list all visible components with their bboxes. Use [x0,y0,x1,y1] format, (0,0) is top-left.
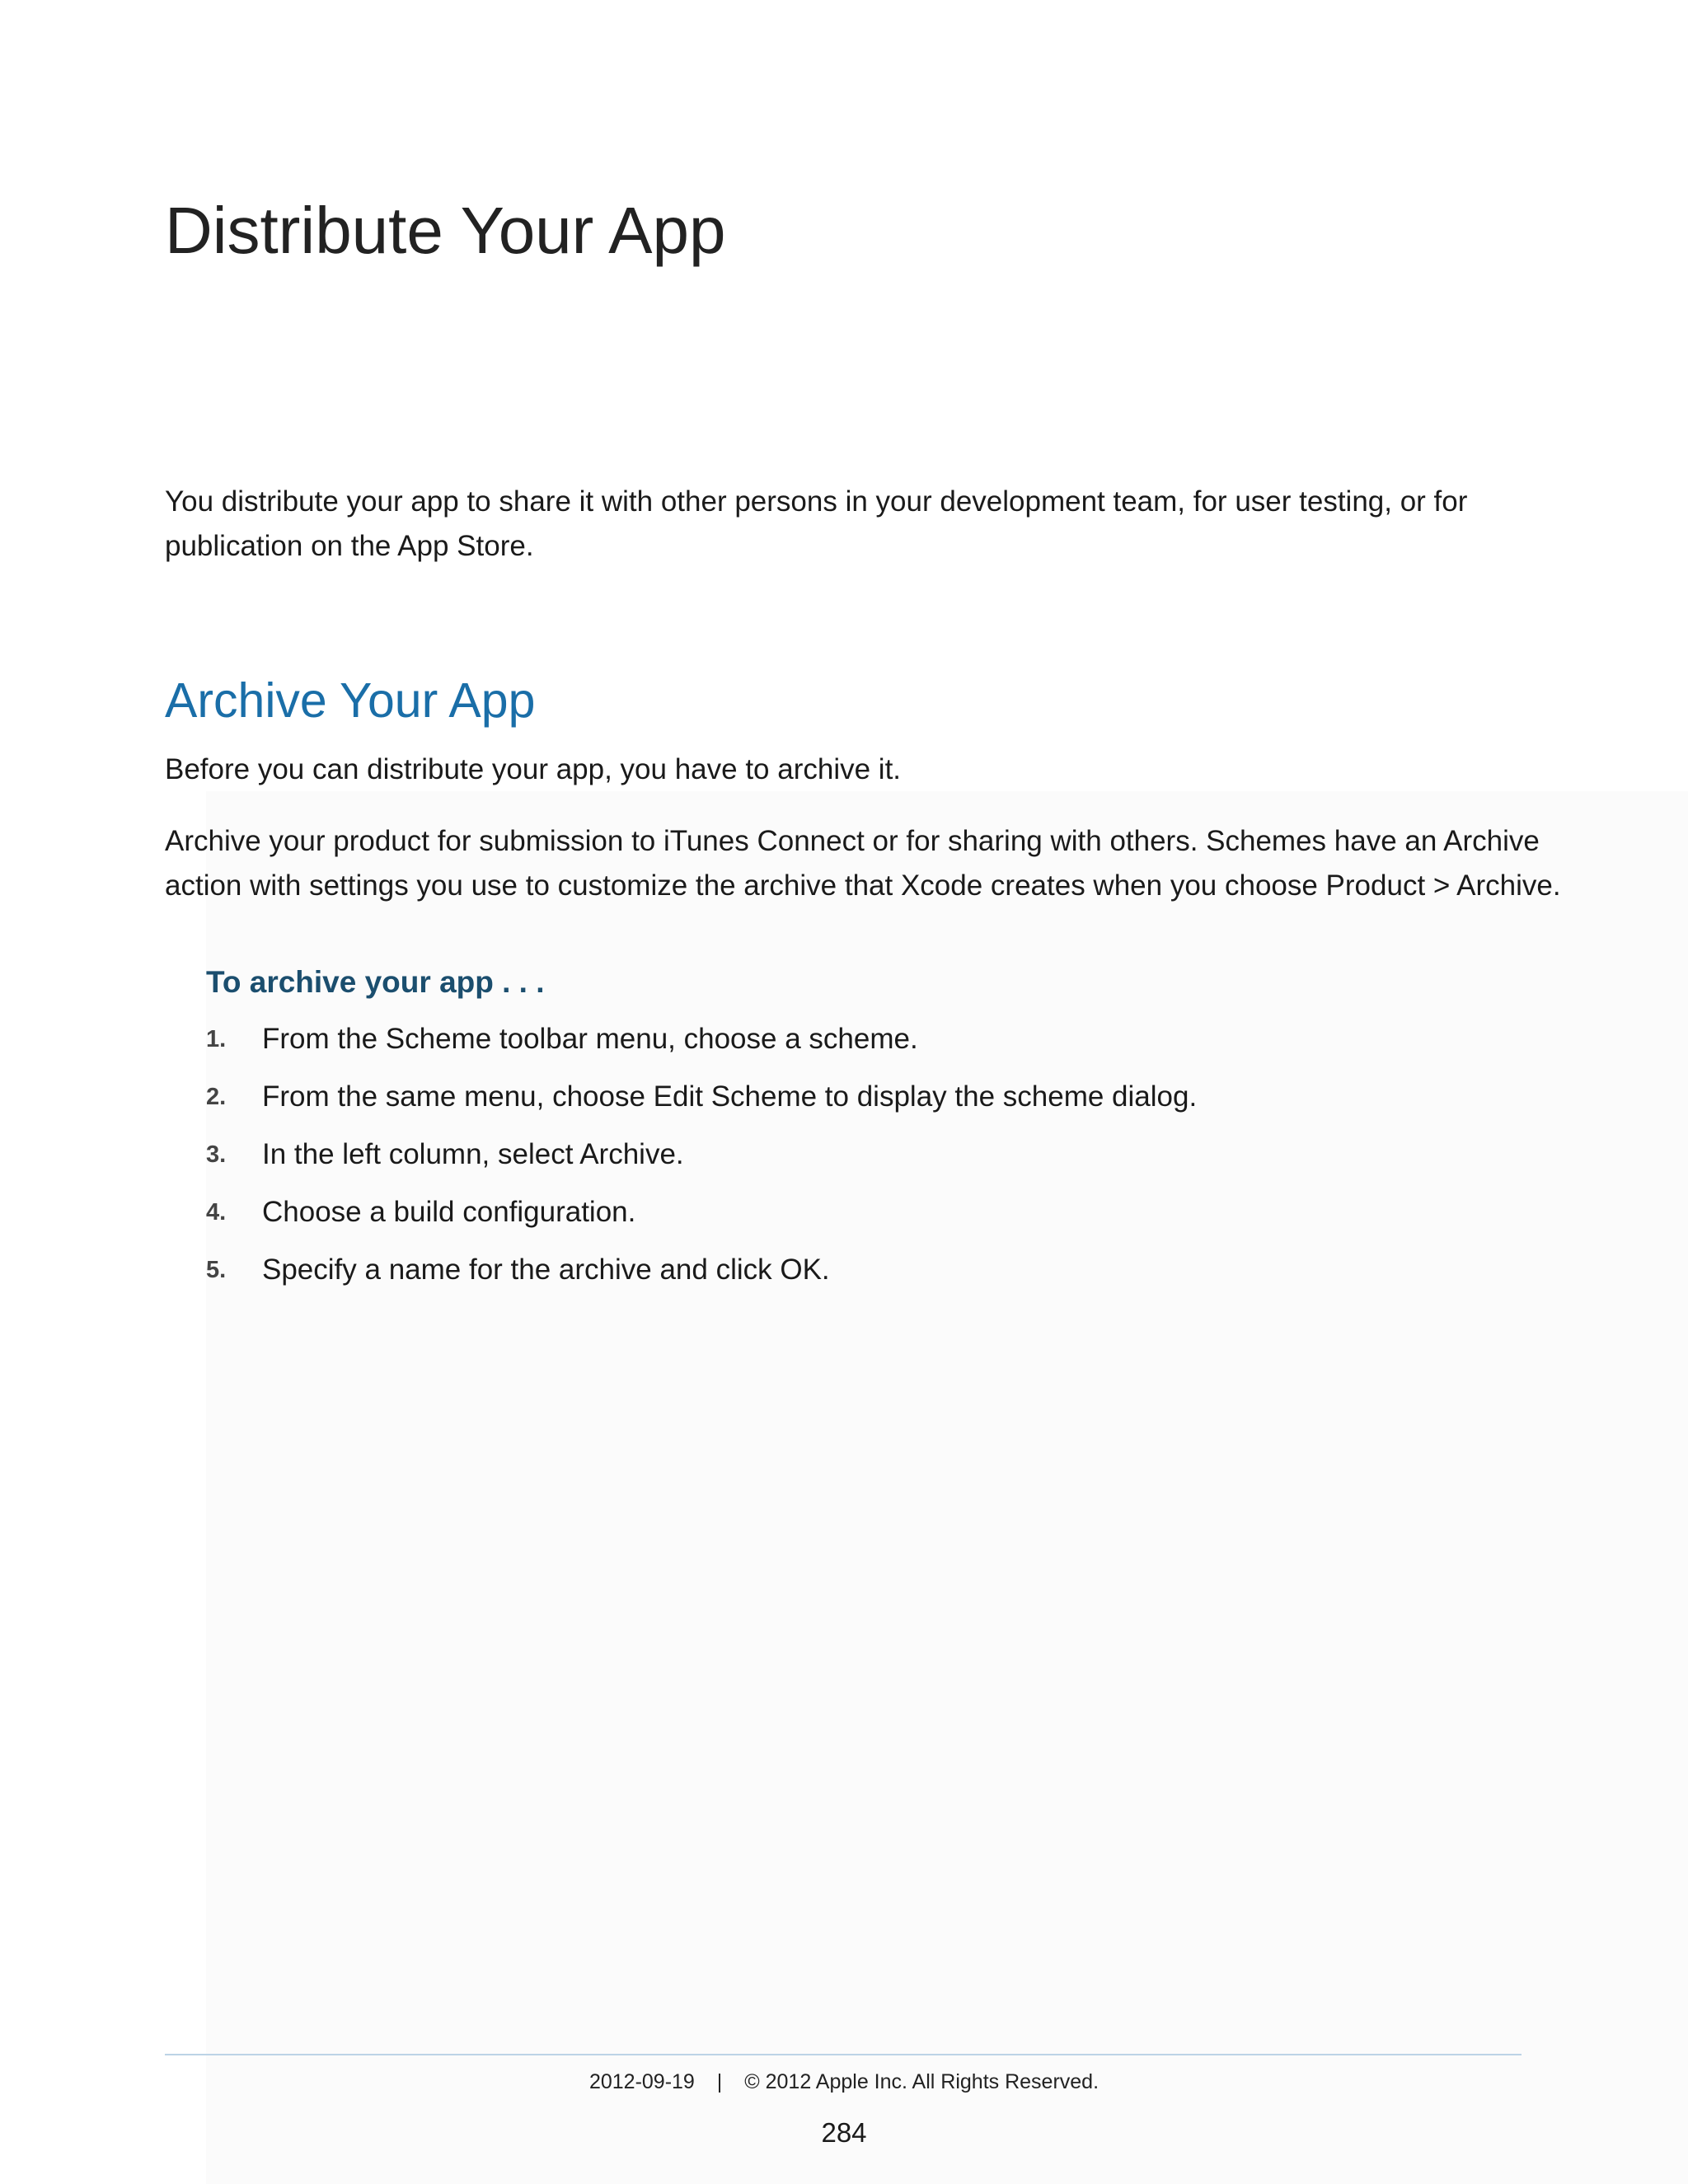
step-text: Specify a name for the archive and click OK. [262,1254,830,1286]
task-step [206,1134,1525,1192]
task-step [206,1019,1525,1076]
step-number: 1. [206,1026,227,1052]
step-number: 4. [206,1199,227,1226]
section-paragraph: Before you can distribute your app, you have to archive it. [165,753,902,785]
task-steps-list [206,1019,1525,1307]
footer [0,2067,1688,2097]
task-step [206,1249,1525,1307]
chapter-intro: You distribute your app to share it with other persons in your development team, for user testing, or for publication on the App Store. [165,485,1468,562]
step-number: 2. [206,1084,227,1110]
step-number: 5. [206,1257,227,1283]
task-step [206,1192,1525,1249]
task-step [206,1076,1525,1134]
step-text: From the same menu, choose Edit Scheme to display the scheme dialog. [262,1080,1198,1113]
chapter-title: Distribute Your App [165,194,726,267]
footer-divider [165,2054,1522,2055]
footer-copyright: © 2012 Apple Inc. All Rights Reserved. [744,2070,1100,2093]
footer-separator: | [716,2070,723,2093]
step-text: In the left column, select Archive. [262,1138,684,1170]
task-title: To archive your app . . . [206,965,545,999]
section-title: Archive Your App [165,673,536,728]
page-number: 284 [821,2117,867,2148]
step-number: 3. [206,1141,227,1168]
step-text: Choose a build configuration. [262,1196,636,1228]
footer-date: 2012-09-19 [588,2070,695,2093]
step-text: From the Scheme toolbar menu, choose a scheme. [262,1023,918,1055]
section-paragraph: Archive your product for submission to iTunes Connect or for sharing with others. Schemes have an Archive action with settings you use to customize the archive that Xcode creates when you choose Product > Archive. [165,825,1561,902]
